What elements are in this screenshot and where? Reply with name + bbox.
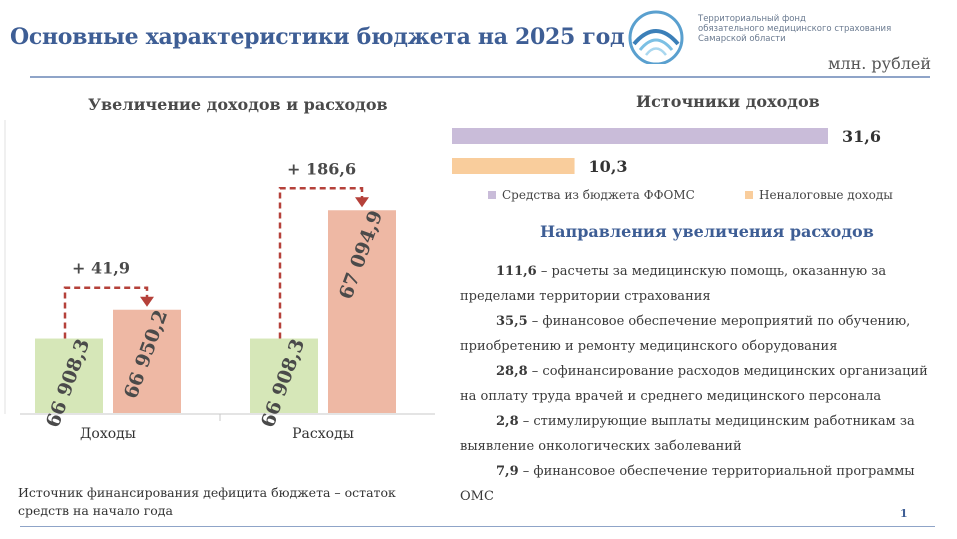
direction-item	[460, 309, 930, 359]
category-label: Расходы	[292, 426, 354, 442]
arrow-head	[355, 197, 369, 207]
organization-line: обязательного медицинского страхования	[698, 24, 892, 34]
direction-item	[460, 409, 930, 459]
direction-value: 2,8	[496, 414, 519, 429]
legend-item-nontax	[745, 188, 893, 202]
direction-value: 35,5	[496, 314, 528, 329]
direction-text: – расчеты за медицинскую помощь, оказанную за пределами территории страхования	[460, 264, 887, 304]
direction-text: – стимулирующие выплаты медицинским работникам за выявление онкологических заболеваний	[460, 414, 915, 454]
source-bar	[452, 158, 575, 174]
legend-label: Средства из бюджета ФФОМС	[502, 188, 695, 202]
source-bar	[452, 128, 828, 144]
page-title: Основные характеристики бюджета на 2025 год	[10, 24, 625, 50]
units-label: млн. рублей	[827, 54, 931, 73]
footnote: Источник финансирования дефицита бюджета – остаток средств на начало года	[18, 485, 396, 518]
direction-text: – финансовое обеспечение территориальной программы ОМС	[460, 464, 915, 504]
bar-value-label: 66 950,2	[119, 307, 173, 402]
direction-item	[460, 359, 930, 409]
increase-label: + 41,9	[72, 258, 130, 278]
header-divider	[30, 76, 930, 78]
sources-title: Источники доходов	[636, 92, 820, 111]
legend-label: Неналоговые доходы	[759, 188, 893, 202]
source-value-label: 31,6	[842, 127, 881, 146]
direction-value: 7,9	[496, 464, 519, 479]
direction-text: – софинансирование расходов медицинских организаций на оплату труда врачей и среднего медицинского персонала	[460, 364, 928, 404]
bar-value-label: 67 094,9	[334, 207, 388, 303]
organization-logo	[622, 8, 690, 64]
directions-list	[460, 259, 930, 509]
page-number: 1	[900, 507, 908, 520]
direction-value: 111,6	[496, 264, 537, 279]
left-chart-title: Увеличение доходов и расходов	[88, 95, 388, 114]
footer-divider	[20, 526, 935, 527]
legend-item-ffoms	[488, 188, 695, 202]
direction-text: – финансовое обеспечение мероприятий по обучению, приобретению и ремонту медицинского оборудования	[460, 314, 911, 354]
organization-line: Территориальный фонд	[698, 14, 806, 24]
category-label: Доходы	[80, 426, 136, 442]
direction-item	[460, 259, 930, 309]
source-value-label: 10,3	[588, 157, 628, 176]
increase-label: + 186,6	[287, 159, 357, 179]
legend-swatch	[745, 191, 753, 199]
direction-value: 28,8	[496, 364, 528, 379]
bar-value-label: 66 908,3	[256, 335, 310, 431]
income-expense-chart	[0, 120, 440, 460]
direction-item	[460, 459, 930, 509]
directions-title: Направления увеличения расходов	[540, 222, 874, 241]
bar-value-label: 66 908,3	[41, 335, 95, 431]
arrow-head	[140, 297, 154, 307]
organization-name	[698, 14, 891, 44]
organization-line: Самарской области	[698, 34, 786, 44]
legend-swatch	[488, 191, 496, 199]
